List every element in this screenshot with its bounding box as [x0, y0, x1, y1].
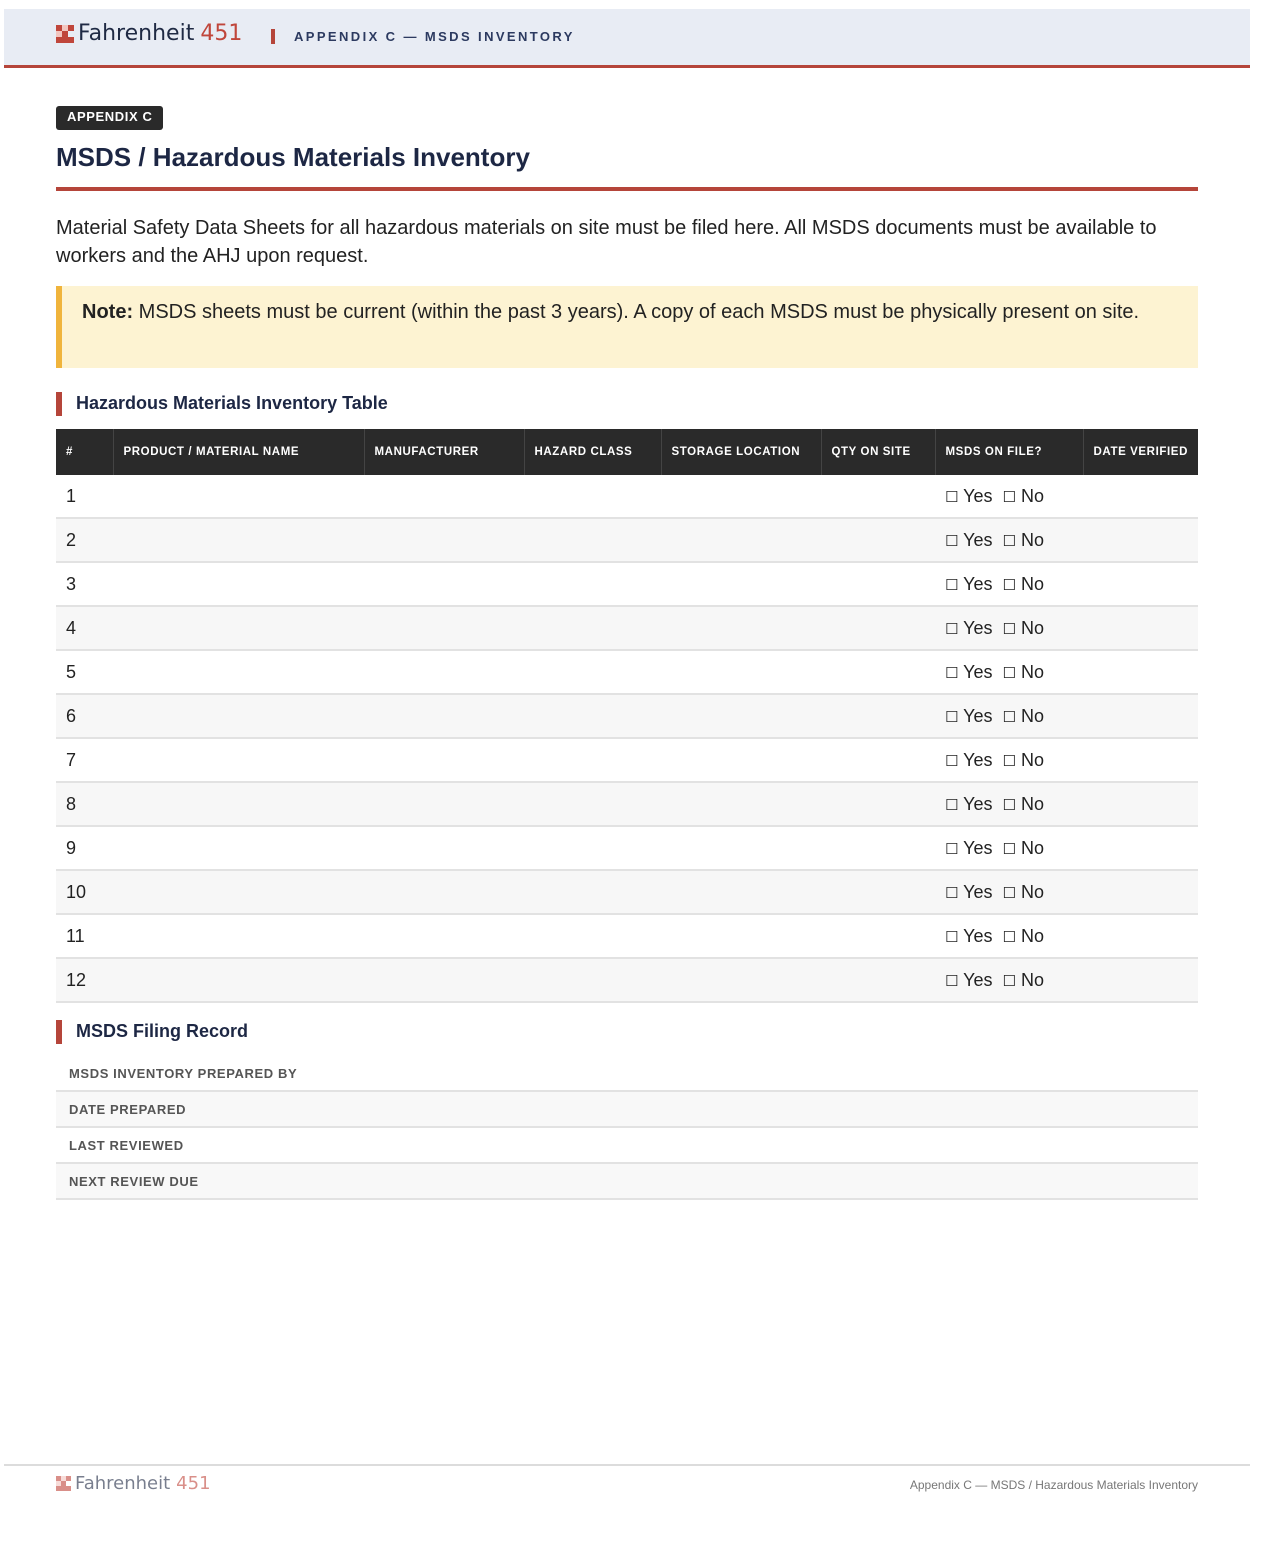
column-header: QTY ON SITE: [821, 429, 935, 475]
msds-on-file-cell[interactable]: [935, 826, 1083, 870]
msds-on-file-cell[interactable]: [935, 562, 1083, 606]
note-callout: [56, 286, 1198, 368]
table-row: [56, 606, 1198, 650]
row-number: 1: [56, 475, 113, 518]
checkbox-icon: ☐: [945, 487, 959, 506]
table-row: [56, 694, 1198, 738]
empty-entry-cell[interactable]: [524, 782, 661, 826]
footer-divider: [4, 1464, 1250, 1466]
title-divider: [56, 187, 1198, 191]
page-title: MSDS / Hazardous Materials Inventory: [56, 142, 530, 172]
empty-entry-cell[interactable]: [113, 694, 364, 738]
msds-on-file-cell[interactable]: [935, 870, 1083, 914]
empty-entry-cell[interactable]: [661, 782, 821, 826]
filing-row[interactable]: [56, 1127, 1198, 1163]
table-row: [56, 518, 1198, 562]
checkbox-icon: ☐: [945, 663, 959, 682]
yes-checkbox[interactable]: [945, 486, 993, 506]
no-checkbox[interactable]: [1003, 970, 1044, 990]
checkbox-icon: ☐: [945, 707, 959, 726]
empty-entry-cell[interactable]: [524, 475, 661, 518]
yes-label: Yes: [963, 705, 993, 726]
empty-entry-cell[interactable]: [661, 650, 821, 694]
empty-entry-cell[interactable]: [113, 782, 364, 826]
checkbox-icon: ☐: [945, 927, 959, 946]
no-checkbox[interactable]: [1003, 662, 1044, 682]
empty-entry-cell[interactable]: [661, 694, 821, 738]
no-checkbox[interactable]: [1003, 882, 1044, 902]
yes-label: Yes: [963, 925, 993, 946]
footer-brand-name: Fahrenheit: [75, 1473, 171, 1494]
empty-entry-cell[interactable]: [524, 958, 661, 1002]
empty-entry-cell[interactable]: [524, 694, 661, 738]
empty-entry-cell[interactable]: [364, 870, 524, 914]
empty-entry-cell[interactable]: [113, 826, 364, 870]
yes-checkbox[interactable]: [945, 750, 993, 770]
empty-entry-cell[interactable]: [364, 694, 524, 738]
empty-entry-cell[interactable]: [364, 518, 524, 562]
yes-checkbox[interactable]: [945, 882, 993, 902]
checkbox-icon: ☐: [1002, 839, 1016, 858]
filing-section-title: MSDS Filing Record: [76, 1021, 249, 1041]
checkbox-icon: ☐: [945, 795, 959, 814]
empty-entry-cell[interactable]: [661, 562, 821, 606]
checkbox-icon: ☐: [1002, 971, 1016, 990]
no-label: No: [1021, 661, 1045, 682]
row-number: 8: [56, 782, 113, 826]
empty-entry-cell[interactable]: [524, 606, 661, 650]
row-number: 6: [56, 694, 113, 738]
empty-entry-cell[interactable]: [1083, 694, 1198, 738]
table-row: [56, 826, 1198, 870]
empty-entry-cell[interactable]: [113, 606, 364, 650]
checkbox-icon: ☐: [1002, 487, 1016, 506]
empty-entry-cell[interactable]: [1083, 870, 1198, 914]
empty-entry-cell[interactable]: [821, 782, 935, 826]
inventory-table: [56, 429, 1198, 1003]
empty-entry-cell[interactable]: [113, 738, 364, 782]
empty-entry-cell[interactable]: [364, 562, 524, 606]
empty-entry-cell[interactable]: [661, 606, 821, 650]
empty-entry-cell[interactable]: [524, 518, 661, 562]
checkbox-icon: ☐: [945, 883, 959, 902]
row-number: 3: [56, 562, 113, 606]
checkbox-icon: ☐: [945, 531, 959, 550]
empty-entry-cell[interactable]: [1083, 958, 1198, 1002]
note-body: MSDS sheets must be current (within the past 3 years). A copy of each MSDS must be physically present on site.: [133, 301, 1140, 323]
column-header: #: [56, 429, 113, 475]
no-checkbox[interactable]: [1003, 530, 1044, 550]
empty-entry-cell[interactable]: [1083, 475, 1198, 518]
yes-checkbox[interactable]: [945, 574, 993, 594]
msds-on-file-cell[interactable]: [935, 694, 1083, 738]
no-label: No: [1021, 969, 1045, 990]
yes-checkbox[interactable]: [945, 706, 993, 726]
column-header: MANUFACTURER: [364, 429, 524, 475]
filing-row[interactable]: [56, 1163, 1198, 1199]
empty-entry-cell[interactable]: [364, 606, 524, 650]
no-checkbox[interactable]: [1003, 750, 1044, 770]
no-checkbox[interactable]: [1003, 574, 1044, 594]
checkbox-icon: ☐: [945, 839, 959, 858]
no-label: No: [1021, 617, 1045, 638]
yes-checkbox[interactable]: [945, 926, 993, 946]
no-label: No: [1021, 705, 1045, 726]
yes-checkbox[interactable]: [945, 662, 993, 682]
msds-on-file-cell[interactable]: [935, 606, 1083, 650]
yes-label: Yes: [963, 793, 993, 814]
section-marker: [56, 1020, 62, 1044]
empty-entry-cell[interactable]: [1083, 650, 1198, 694]
empty-entry-cell[interactable]: [661, 870, 821, 914]
empty-entry-cell[interactable]: [113, 870, 364, 914]
yes-label: Yes: [963, 881, 993, 902]
empty-entry-cell[interactable]: [1083, 826, 1198, 870]
filing-row[interactable]: [56, 1091, 1198, 1127]
empty-entry-cell[interactable]: [113, 650, 364, 694]
row-number: 4: [56, 606, 113, 650]
checkbox-icon: ☐: [1002, 707, 1016, 726]
empty-entry-cell[interactable]: [1083, 738, 1198, 782]
brand-logo: [56, 21, 242, 46]
no-label: No: [1021, 793, 1045, 814]
yes-checkbox[interactable]: [945, 618, 993, 638]
empty-entry-cell[interactable]: [1083, 606, 1198, 650]
table-row: [56, 958, 1198, 1002]
empty-entry-cell[interactable]: [821, 475, 935, 518]
empty-entry-cell[interactable]: [661, 914, 821, 958]
yes-label: Yes: [963, 661, 993, 682]
yes-label: Yes: [963, 969, 993, 990]
row-number: 9: [56, 826, 113, 870]
yes-label: Yes: [963, 617, 993, 638]
yes-label: Yes: [963, 485, 993, 506]
table-row: [56, 782, 1198, 826]
row-number: 12: [56, 958, 113, 1002]
table-row: [56, 475, 1198, 518]
empty-entry-cell[interactable]: [364, 650, 524, 694]
no-label: No: [1021, 485, 1045, 506]
empty-entry-cell[interactable]: [113, 914, 364, 958]
empty-entry-cell[interactable]: [364, 782, 524, 826]
checkbox-icon: ☐: [945, 751, 959, 770]
empty-entry-cell[interactable]: [821, 870, 935, 914]
empty-entry-cell[interactable]: [821, 606, 935, 650]
row-number: 5: [56, 650, 113, 694]
filing-field-label: MSDS INVENTORY PREPARED BY: [56, 1056, 1198, 1091]
empty-entry-cell[interactable]: [661, 738, 821, 782]
empty-entry-cell[interactable]: [821, 518, 935, 562]
empty-entry-cell[interactable]: [1083, 518, 1198, 562]
empty-entry-cell[interactable]: [524, 562, 661, 606]
no-checkbox[interactable]: [1003, 618, 1044, 638]
empty-entry-cell[interactable]: [524, 870, 661, 914]
checkbox-icon: ☐: [1002, 575, 1016, 594]
checkbox-icon: ☐: [1002, 883, 1016, 902]
checkbox-icon: ☐: [1002, 619, 1016, 638]
msds-on-file-cell[interactable]: [935, 738, 1083, 782]
empty-entry-cell[interactable]: [821, 650, 935, 694]
empty-entry-cell[interactable]: [524, 914, 661, 958]
no-label: No: [1021, 881, 1045, 902]
appendix-badge: APPENDIX C: [56, 106, 163, 130]
page-header: [4, 9, 1250, 68]
no-checkbox[interactable]: [1003, 794, 1044, 814]
table-header-row: [56, 429, 1198, 475]
checkbox-icon: ☐: [1002, 795, 1016, 814]
column-header: HAZARD CLASS: [524, 429, 661, 475]
empty-entry-cell[interactable]: [524, 650, 661, 694]
empty-entry-cell[interactable]: [661, 475, 821, 518]
brand-name: Fahrenheit: [78, 21, 195, 46]
row-number: 11: [56, 914, 113, 958]
header-separator: [271, 29, 275, 44]
filing-field-label: LAST REVIEWED: [56, 1127, 1198, 1163]
empty-entry-cell[interactable]: [364, 958, 524, 1002]
empty-entry-cell[interactable]: [821, 738, 935, 782]
row-number: 2: [56, 518, 113, 562]
yes-label: Yes: [963, 749, 993, 770]
empty-entry-cell[interactable]: [1083, 782, 1198, 826]
empty-entry-cell[interactable]: [113, 958, 364, 1002]
checkbox-icon: ☐: [945, 575, 959, 594]
empty-entry-cell[interactable]: [113, 562, 364, 606]
no-label: No: [1021, 529, 1045, 550]
footer-brand-number: 451: [176, 1473, 211, 1494]
table-row: [56, 650, 1198, 694]
brand-number: 451: [200, 21, 243, 46]
checkbox-icon: ☐: [1002, 927, 1016, 946]
yes-label: Yes: [963, 837, 993, 858]
empty-entry-cell[interactable]: [821, 826, 935, 870]
no-checkbox[interactable]: [1003, 706, 1044, 726]
column-header: STORAGE LOCATION: [661, 429, 821, 475]
empty-entry-cell[interactable]: [661, 958, 821, 1002]
empty-entry-cell[interactable]: [364, 826, 524, 870]
checkbox-icon: ☐: [1002, 531, 1016, 550]
no-label: No: [1021, 749, 1045, 770]
empty-entry-cell[interactable]: [821, 562, 935, 606]
no-checkbox[interactable]: [1003, 838, 1044, 858]
yes-checkbox[interactable]: [945, 794, 993, 814]
no-label: No: [1021, 925, 1045, 946]
note-label: Note:: [82, 301, 134, 323]
empty-entry-cell[interactable]: [364, 914, 524, 958]
flame-logo-icon: [56, 1476, 71, 1491]
table-row: [56, 914, 1198, 958]
checkbox-icon: ☐: [945, 619, 959, 638]
empty-entry-cell[interactable]: [113, 475, 364, 518]
table-row: [56, 738, 1198, 782]
yes-checkbox[interactable]: [945, 838, 993, 858]
checkbox-icon: ☐: [1002, 751, 1016, 770]
empty-entry-cell[interactable]: [524, 738, 661, 782]
empty-entry-cell[interactable]: [661, 826, 821, 870]
table-row: [56, 870, 1198, 914]
intro-paragraph: Material Safety Data Sheets for all hazardous materials on site must be filed here. All MSDS documents must be available to workers and the AHJ upon request.: [56, 217, 1157, 267]
msds-on-file-cell[interactable]: [935, 782, 1083, 826]
msds-on-file-cell[interactable]: [935, 518, 1083, 562]
no-checkbox[interactable]: [1003, 486, 1044, 506]
empty-entry-cell[interactable]: [1083, 562, 1198, 606]
yes-checkbox[interactable]: [945, 970, 993, 990]
footer-text: Appendix C — MSDS / Hazardous Materials Inventory: [909, 1478, 1198, 1492]
column-header: DATE VERIFIED: [1083, 429, 1198, 475]
msds-on-file-cell[interactable]: [935, 650, 1083, 694]
row-number: 10: [56, 870, 113, 914]
empty-entry-cell[interactable]: [821, 694, 935, 738]
row-number: 7: [56, 738, 113, 782]
note-text: [82, 298, 1172, 326]
msds-on-file-cell[interactable]: [935, 475, 1083, 518]
msds-on-file-cell[interactable]: [935, 958, 1083, 1002]
section-marker: [56, 392, 62, 416]
yes-label: Yes: [963, 529, 993, 550]
table-row: [56, 562, 1198, 606]
filing-record-table: [56, 1056, 1198, 1200]
empty-entry-cell[interactable]: [821, 914, 935, 958]
filing-row[interactable]: [56, 1056, 1198, 1091]
checkbox-icon: ☐: [1002, 663, 1016, 682]
header-title: APPENDIX C — MSDS INVENTORY: [294, 29, 575, 44]
checkbox-icon: ☐: [945, 971, 959, 990]
empty-entry-cell[interactable]: [524, 826, 661, 870]
empty-entry-cell[interactable]: [821, 958, 935, 1002]
no-label: No: [1021, 837, 1045, 858]
yes-checkbox[interactable]: [945, 530, 993, 550]
empty-entry-cell[interactable]: [364, 738, 524, 782]
filing-field-label: NEXT REVIEW DUE: [56, 1163, 1198, 1199]
msds-on-file-cell[interactable]: [935, 914, 1083, 958]
column-header: PRODUCT / MATERIAL NAME: [113, 429, 364, 475]
yes-label: Yes: [963, 573, 993, 594]
empty-entry-cell[interactable]: [113, 518, 364, 562]
empty-entry-cell[interactable]: [1083, 914, 1198, 958]
empty-entry-cell[interactable]: [364, 475, 524, 518]
flame-logo-icon: [56, 25, 74, 43]
column-header: MSDS ON FILE?: [935, 429, 1083, 475]
filing-field-label: DATE PREPARED: [56, 1091, 1198, 1127]
no-label: No: [1021, 573, 1045, 594]
footer-brand-logo: [56, 1473, 211, 1494]
inventory-section-title: Hazardous Materials Inventory Table: [76, 393, 388, 413]
no-checkbox[interactable]: [1003, 926, 1044, 946]
empty-entry-cell[interactable]: [661, 518, 821, 562]
